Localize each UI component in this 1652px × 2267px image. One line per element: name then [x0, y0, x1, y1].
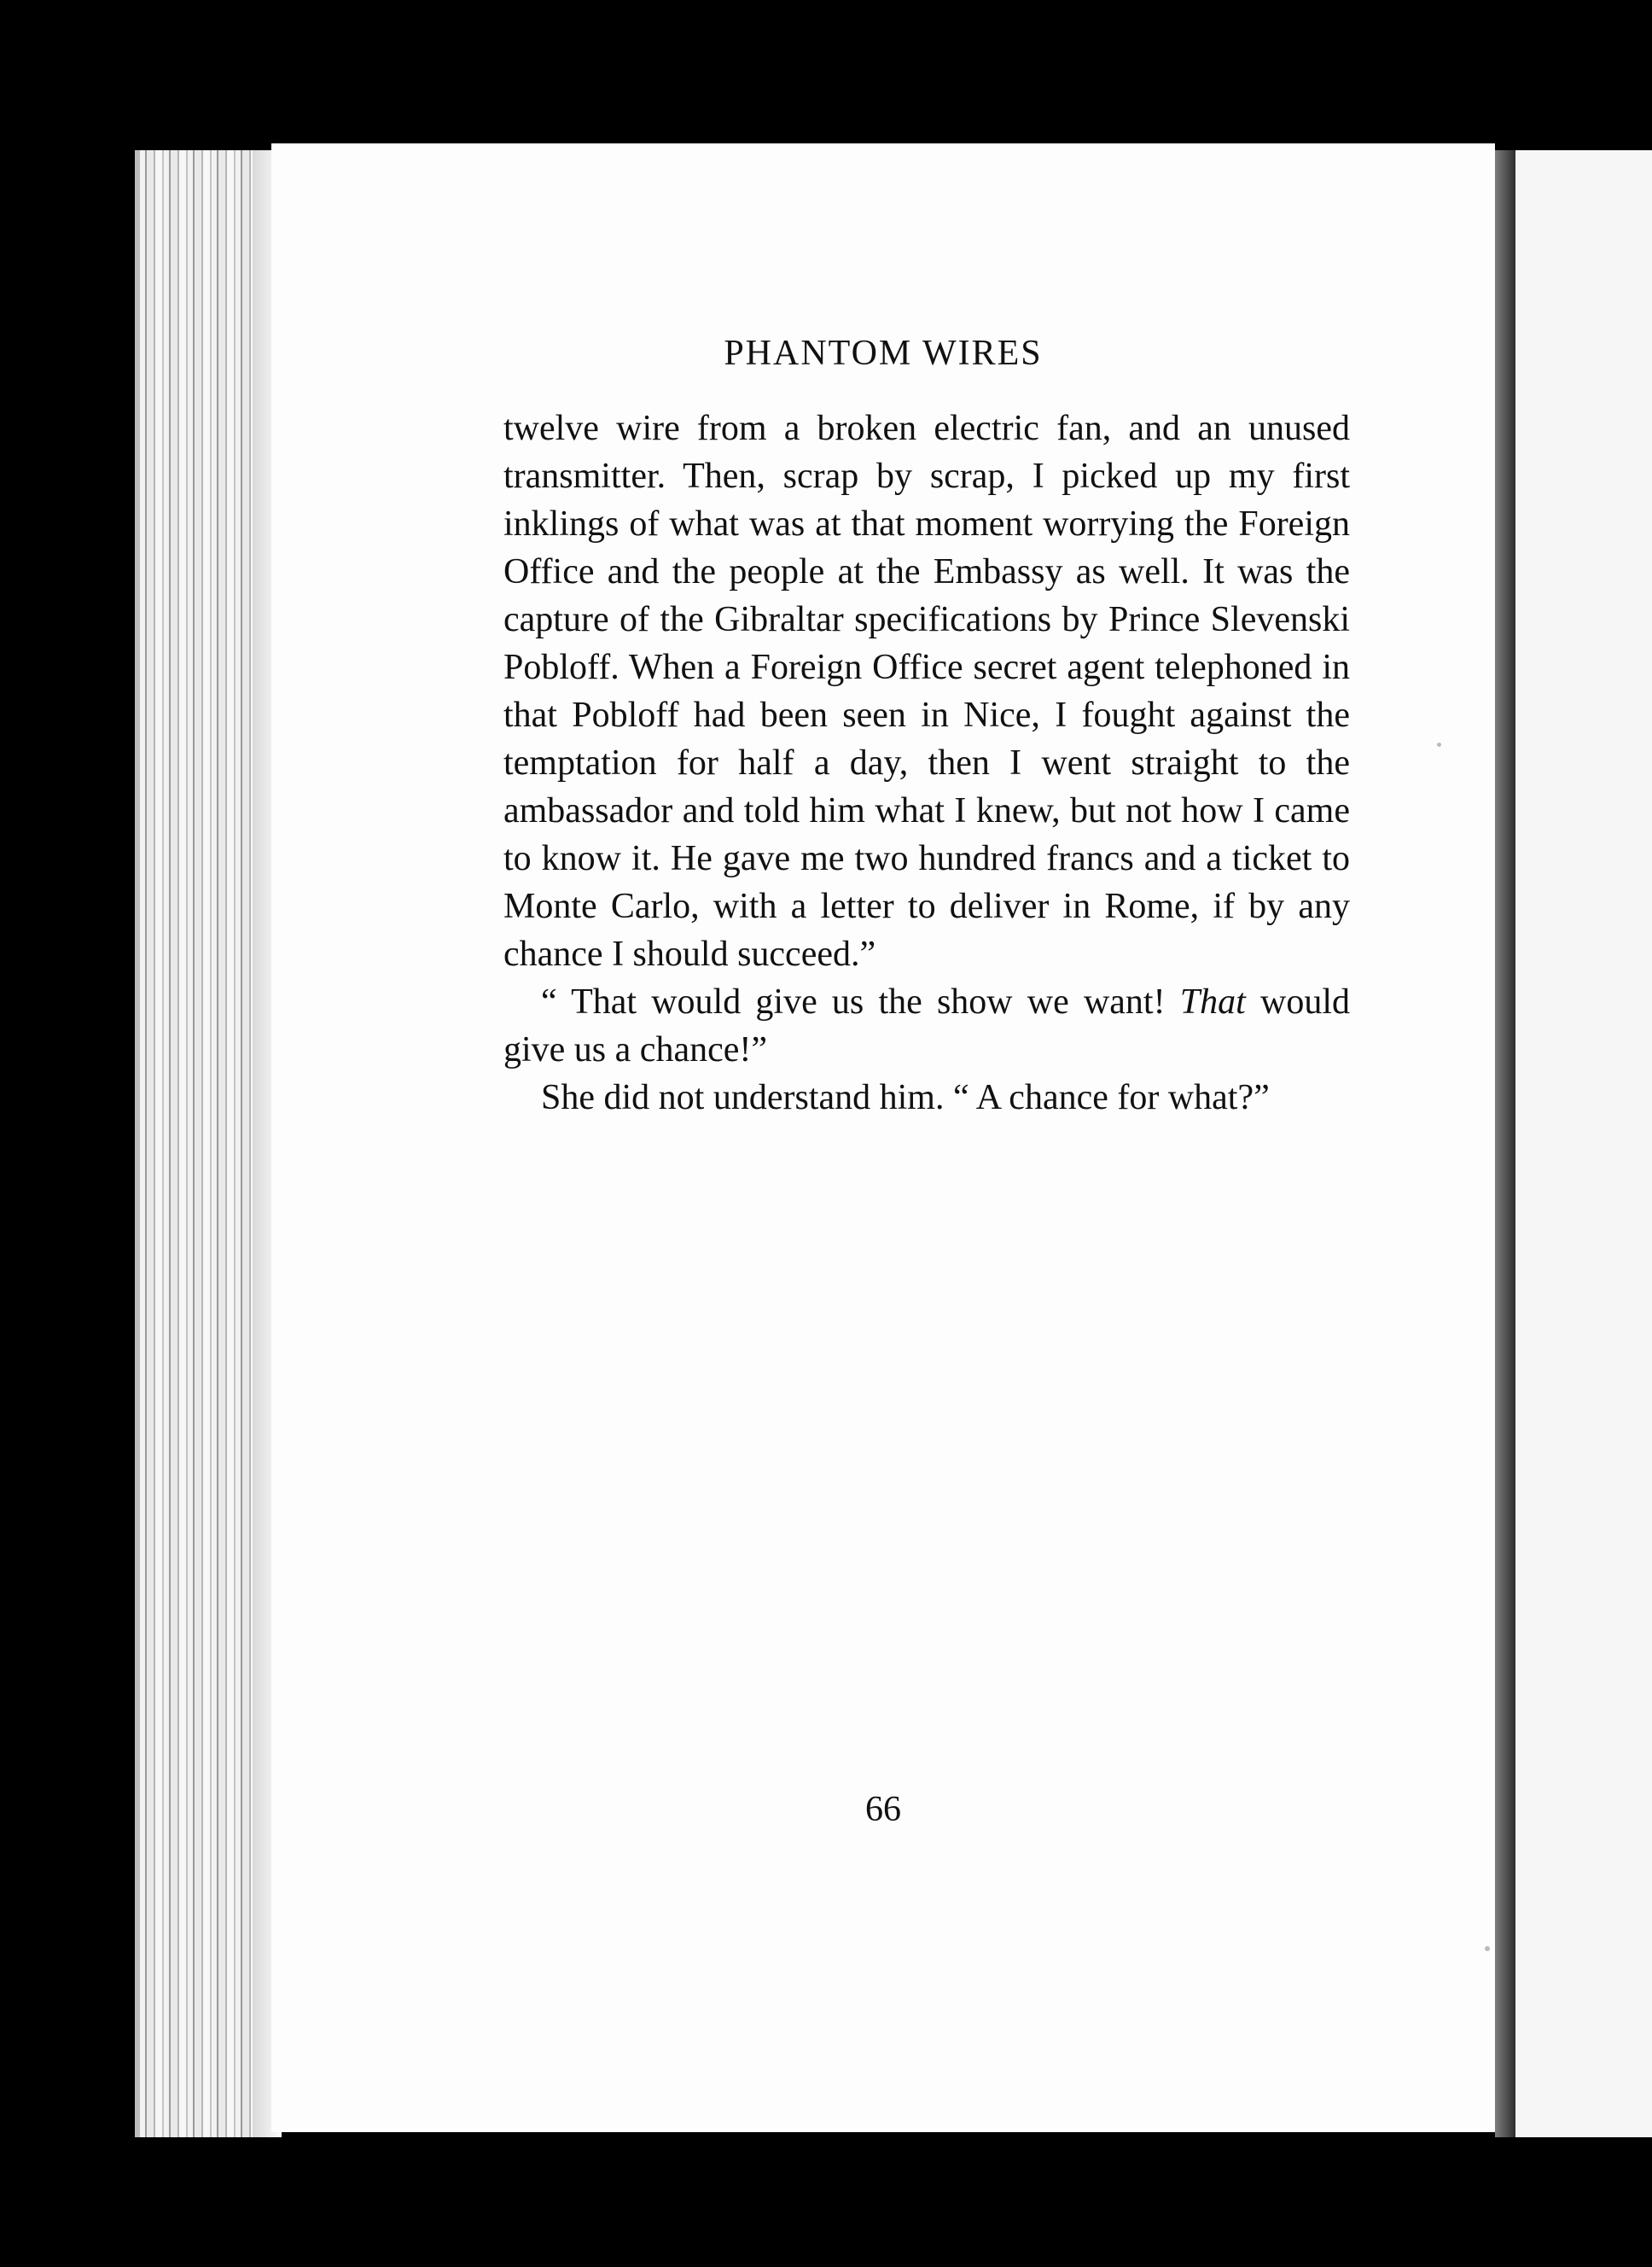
paragraph-2	[503, 978, 1350, 1074]
running-head: PHANTOM WIRES	[724, 334, 1043, 373]
dialogue-1-text: “ That would give us the show we want!	[541, 982, 1166, 1022]
book-page	[271, 143, 1495, 2132]
paragraph-3: She did not understand him. “ A chance for what?”	[541, 1078, 1270, 1117]
book-gutter-shadow	[1495, 150, 1515, 2137]
page-number: 66	[865, 1790, 901, 1829]
facing-page-edge	[1515, 150, 1652, 2137]
dialogue-1-italic: That	[1179, 982, 1246, 1022]
dust-speck	[1485, 1946, 1490, 1951]
body-text	[503, 405, 1350, 1122]
dialogue-1-continued: would give us a chance!”	[503, 982, 1350, 1069]
book-page-edges	[135, 150, 282, 2137]
dust-speck	[1437, 743, 1441, 747]
paragraph-1: twelve wire from a broken electric fan, and an unused transmitter. Then, scrap by scrap, I picked up my first inklings of what was at that moment worrying the Foreign Office and the people at the Embassy as well. It was the capture of the Gibraltar specifications by Prince Slevenski Pobloff. When a Foreign Office secret agent telephoned in that Pobloff had been seen in Nice, I fought against the temptation for half a day, then I went straight to the ambassador and told him what I knew, but not how I came to know it. He gave me two hundred francs and a ticket to Monte Carlo, with a letter to deliver in Rome, if by any chance I should succeed.”	[503, 409, 1350, 974]
